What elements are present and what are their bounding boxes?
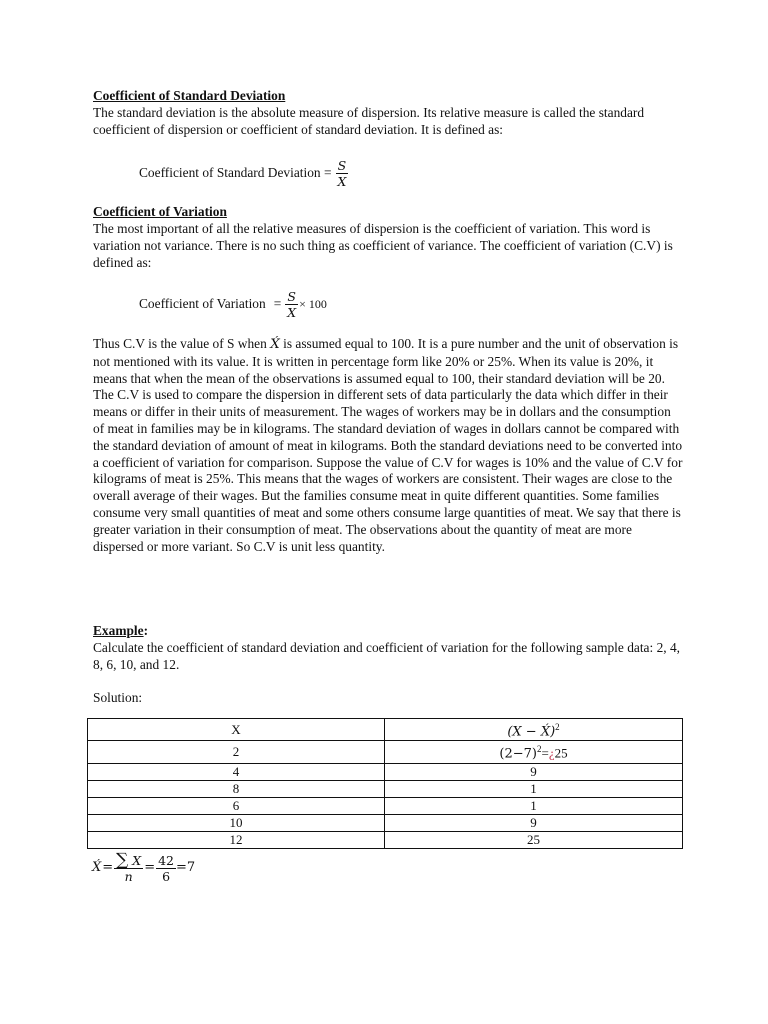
formula-denominator: X — [337, 173, 347, 189]
mean-result: =7 — [176, 859, 196, 875]
header-x: X — [88, 719, 385, 741]
cell-x: 10 — [88, 814, 385, 831]
mean-value-fraction — [156, 853, 176, 884]
formula-label: Coefficient of Variation — [139, 295, 266, 311]
formula-coefficient-of-variation — [139, 286, 327, 322]
paragraph-example — [93, 640, 683, 674]
mean-symbol: X́ — [270, 337, 280, 352]
table-header-row — [88, 719, 683, 741]
formula-equals: = — [273, 295, 282, 311]
formula-numerator: S — [287, 288, 296, 304]
table-row — [88, 814, 683, 831]
sum-symbol: ∑ — [116, 849, 129, 870]
body-lead: Thus C.V is the value of S when — [93, 336, 267, 351]
heading-coefficient-of-variation: Coefficient of Variation — [93, 204, 227, 219]
paragraph-text: The most important of all the relative measures of dispersion is the coefficient of variation. This word is variation not variance. There is no such thing as coefficient of variance. The coefficient of variation (C.V) is defined as: — [93, 221, 673, 270]
cell-squared-deviation: 9 — [385, 814, 683, 831]
cell-x: 12 — [88, 831, 385, 848]
mean-sum-denominator: n — [114, 868, 143, 884]
cell-value: 25 — [554, 745, 568, 761]
formula-coefficient-of-standard-deviation — [139, 155, 348, 191]
cell-equals: = — [541, 745, 549, 761]
paragraph-coefficient-of-variation — [93, 221, 683, 271]
cell-exponent: 2 — [536, 744, 542, 755]
mean-sum-fraction — [114, 849, 143, 884]
example-colon: : — [143, 623, 149, 638]
mean-lhs: X́ — [92, 859, 102, 875]
mean-eq1: = — [102, 859, 114, 875]
table-row — [88, 780, 683, 797]
mean-eq2: = — [144, 859, 156, 875]
paragraph-body — [93, 336, 683, 555]
cell-x: 8 — [88, 780, 385, 797]
heading-coefficient-of-standard-deviation: Coefficient of Standard Deviation — [93, 88, 286, 103]
paragraph-text: The standard deviation is the absolute measure of dispersion. Its relative measure is called the standard coefficient of dispersion or coefficient of standard deviation. It is defined as: — [93, 105, 645, 137]
formula-fraction — [336, 158, 349, 189]
header-exponent: 2 — [555, 722, 560, 732]
heading-example: Example — [93, 623, 144, 638]
paragraph-cv-explanation — [93, 336, 683, 555]
header-squared-deviation — [385, 719, 683, 741]
table-row — [88, 763, 683, 780]
example-heading-line — [93, 623, 148, 640]
sum-var: X — [132, 852, 142, 868]
table-row — [88, 797, 683, 814]
table-row — [88, 741, 683, 763]
cell-squared-deviation: 25 — [385, 831, 683, 848]
formula-denominator: X — [287, 304, 297, 320]
cell-error-glyph: ¿ — [548, 745, 555, 761]
formula-fraction — [285, 289, 298, 320]
cell-x: 4 — [88, 763, 385, 780]
formula-numerator: S — [337, 157, 347, 173]
mean-sum-numerator — [114, 849, 143, 870]
solution-label: Solution: — [93, 690, 143, 705]
formula-label: Coefficient of Standard Deviation = — [139, 164, 332, 180]
paragraph-text: Calculate the coefficient of standard deviation and coefficient of variation for the following sample data: 2, 4, 8, 6, 10, and 12. — [93, 640, 680, 672]
deviation-table — [87, 718, 683, 849]
cell-x: 2 — [88, 741, 385, 763]
cell-squared-deviation: 9 — [385, 763, 683, 780]
cell-expr: (2−7) — [499, 746, 537, 762]
body-rest: is assumed equal to 100. It is a pure number and the unit of observation is not mentioned with its value. It is written in percentage form like 20% or 25%. When its value is 20%, it means that when the mean of the observations is assumed equal to 100, their standard deviation will be 20. The C.V is used to compare the dispersion in different sets of data particularly the data which differ in their means or differ in their units of measurement. The wages of workers may be in dollars and the consumption of meat in families may be in kilograms. The standard deviation of wages in dollars cannot be compared with the standard deviation of amount of meat in kilograms. Both the standard deviations need to be converted into a coefficient of variation for comparison. Suppose the value of C.V for wages is 10% and the value of C.V for kilograms of meat is 25%. This means that the wages of workers are consistent. Their wages are close to the overall average of their wages. But the families consume meat in quite different quantities. Some families consume very small quantities of meat and some others consume large quantities of meat. We say that there is greater variation in their consumption of meat. The observations about the quantity of meat are more dispersed or more variant. So C.V is unit less quantity. — [93, 336, 683, 554]
cell-squared-deviation: 1 — [385, 780, 683, 797]
mean-formula — [92, 846, 195, 890]
cell-squared-deviation: 1 — [385, 797, 683, 814]
cell-squared-deviation — [385, 741, 683, 763]
formula-multiplier: × 100 — [299, 296, 327, 311]
mean-value-denominator: 6 — [156, 868, 176, 884]
paragraph-standard-deviation — [93, 105, 683, 139]
header-squared-deviation-expr: (X − X́) — [507, 724, 556, 740]
mean-value-numerator: 42 — [158, 852, 175, 868]
cell-x: 6 — [88, 797, 385, 814]
